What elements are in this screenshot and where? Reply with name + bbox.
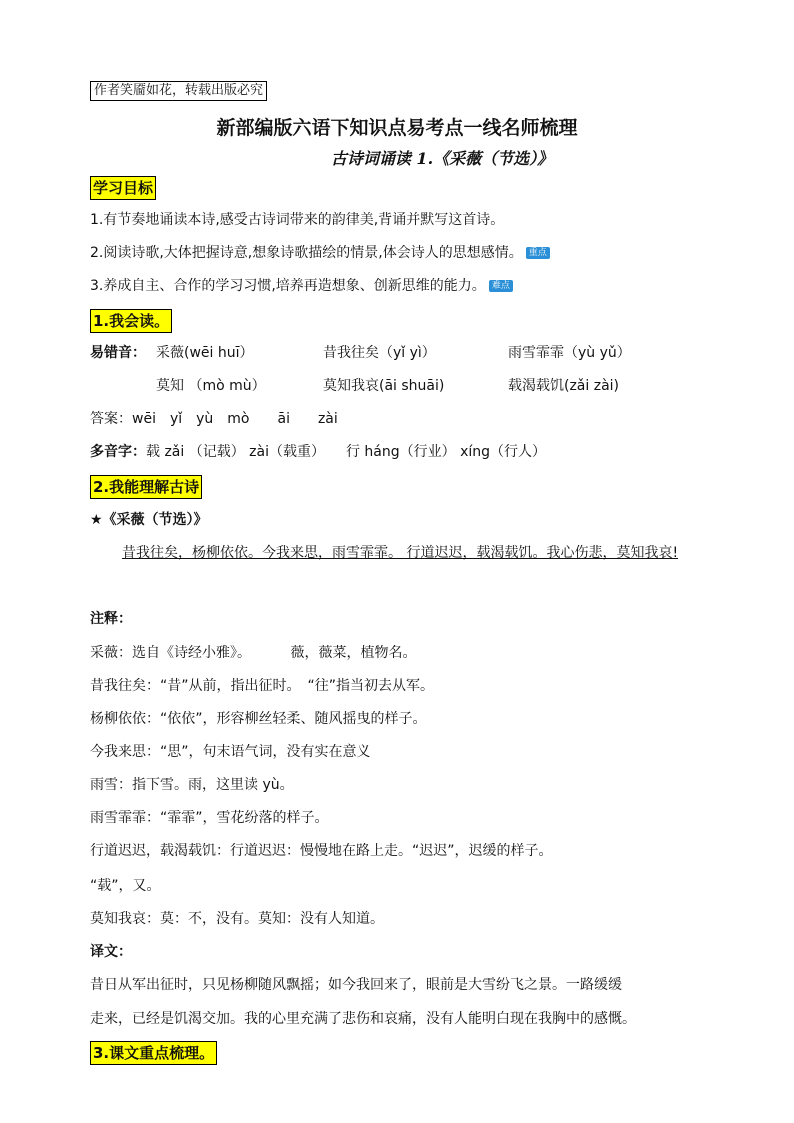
note-item: 雨雪：指下雪。雨，这里读 yù。 bbox=[90, 777, 294, 793]
subtitle-text: 古诗词诵读 1.《采薇（节选）》 bbox=[330, 149, 554, 168]
mispronounce-label: 易错音： bbox=[90, 345, 146, 361]
difficult-point-badge: 难点 bbox=[489, 280, 513, 292]
objective-2-text: 2.阅读诗歌,大体把握诗意,想象诗歌描绘的情景,体会诗人的思想感情。 bbox=[90, 245, 523, 261]
pinyin-item: 采薇(wēi huī） bbox=[156, 345, 254, 361]
pinyin-item: 莫知 （mò mù） bbox=[156, 378, 266, 394]
pinyin-item: 昔我往矣（yǐ yì） bbox=[323, 345, 436, 361]
note-item: 雨雪霏霏：“霏霏”，雪花纷落的样子。 bbox=[90, 810, 329, 826]
section1-heading: 1.我会读。 bbox=[90, 309, 172, 333]
pinyin-item: 载渴载饥(zǎi zài) bbox=[508, 378, 620, 394]
translation-label: 译文： bbox=[90, 944, 132, 960]
pinyin-item: 雨雪霏霏（yù yǔ） bbox=[508, 345, 631, 361]
objective-2 bbox=[90, 243, 550, 263]
poem-title: ★《采薇（节选）》 bbox=[90, 512, 208, 528]
answer-line: 答案：wēi yǐ yù mò āi zài bbox=[90, 411, 338, 427]
notes-label: 注释： bbox=[90, 611, 132, 627]
note-item: 今我来思：“思”，句末语气词，没有实在意义 bbox=[90, 744, 371, 760]
note-item: “载”，又。 bbox=[90, 878, 161, 894]
note-item: 昔我往矣：“昔”从前，指出征时。 “往”指当初去从军。 bbox=[90, 678, 435, 694]
note-item: 杨柳依依：“依依”，形容柳丝轻柔、随风摇曳的样子。 bbox=[90, 711, 427, 727]
note-item: 采薇：选自《诗经小雅》。 薇，薇菜，植物名。 bbox=[90, 645, 417, 661]
page-subtitle bbox=[0, 146, 794, 169]
pinyin-item: 莫知我哀(āi shuāi) bbox=[323, 378, 445, 394]
objectives-heading: 学习目标 bbox=[90, 176, 156, 200]
objective-3 bbox=[90, 276, 513, 296]
objective-1: 1.有节奏地诵读本诗,感受古诗词带来的韵律美,背诵并默写这首诗。 bbox=[90, 212, 505, 228]
note-item: 莫知我哀：莫：不，没有。莫知：没有人知道。 bbox=[90, 911, 384, 927]
objective-3-text: 3.养成自主、合作的学习习惯,培养再造想象、创新思维的能力。 bbox=[90, 278, 486, 294]
section2-heading: 2.我能理解古诗 bbox=[90, 475, 202, 499]
page-title: 新部编版六语下知识点易考点一线名师梳理 bbox=[216, 117, 578, 139]
note-item: 行道迟迟，载渴载饥：行道迟迟：慢慢地在路上走。“迟迟”，迟缓的样子。 bbox=[90, 843, 553, 859]
translation-line: 走来，已经是饥渴交加。我的心里充满了悲伤和哀痛，没有人能明白现在我胸中的感慨。 bbox=[90, 1011, 636, 1027]
polyphone-line bbox=[90, 442, 546, 462]
polyphone-text: 载 zǎi （记载） zài（载重） 行 háng（行业） xíng（行人） bbox=[146, 444, 547, 460]
polyphone-label: 多音字： bbox=[90, 444, 146, 460]
section3-heading: 3.课文重点梳理。 bbox=[90, 1041, 217, 1065]
poem-text: 昔我往矣，杨柳依依。今我来思，雨雪霏霏。 行道迟迟，载渴载饥。我心伤悲，莫知我哀! bbox=[122, 545, 679, 561]
translation-line: 昔日从军出征时，只见杨柳随风飘摇；如今我回来了，眼前是大雪纷飞之景。一路缓缓 bbox=[90, 977, 622, 993]
author-note: 作者笑靥如花，转载出版必究 bbox=[90, 81, 267, 101]
key-point-badge: 重点 bbox=[526, 247, 550, 259]
